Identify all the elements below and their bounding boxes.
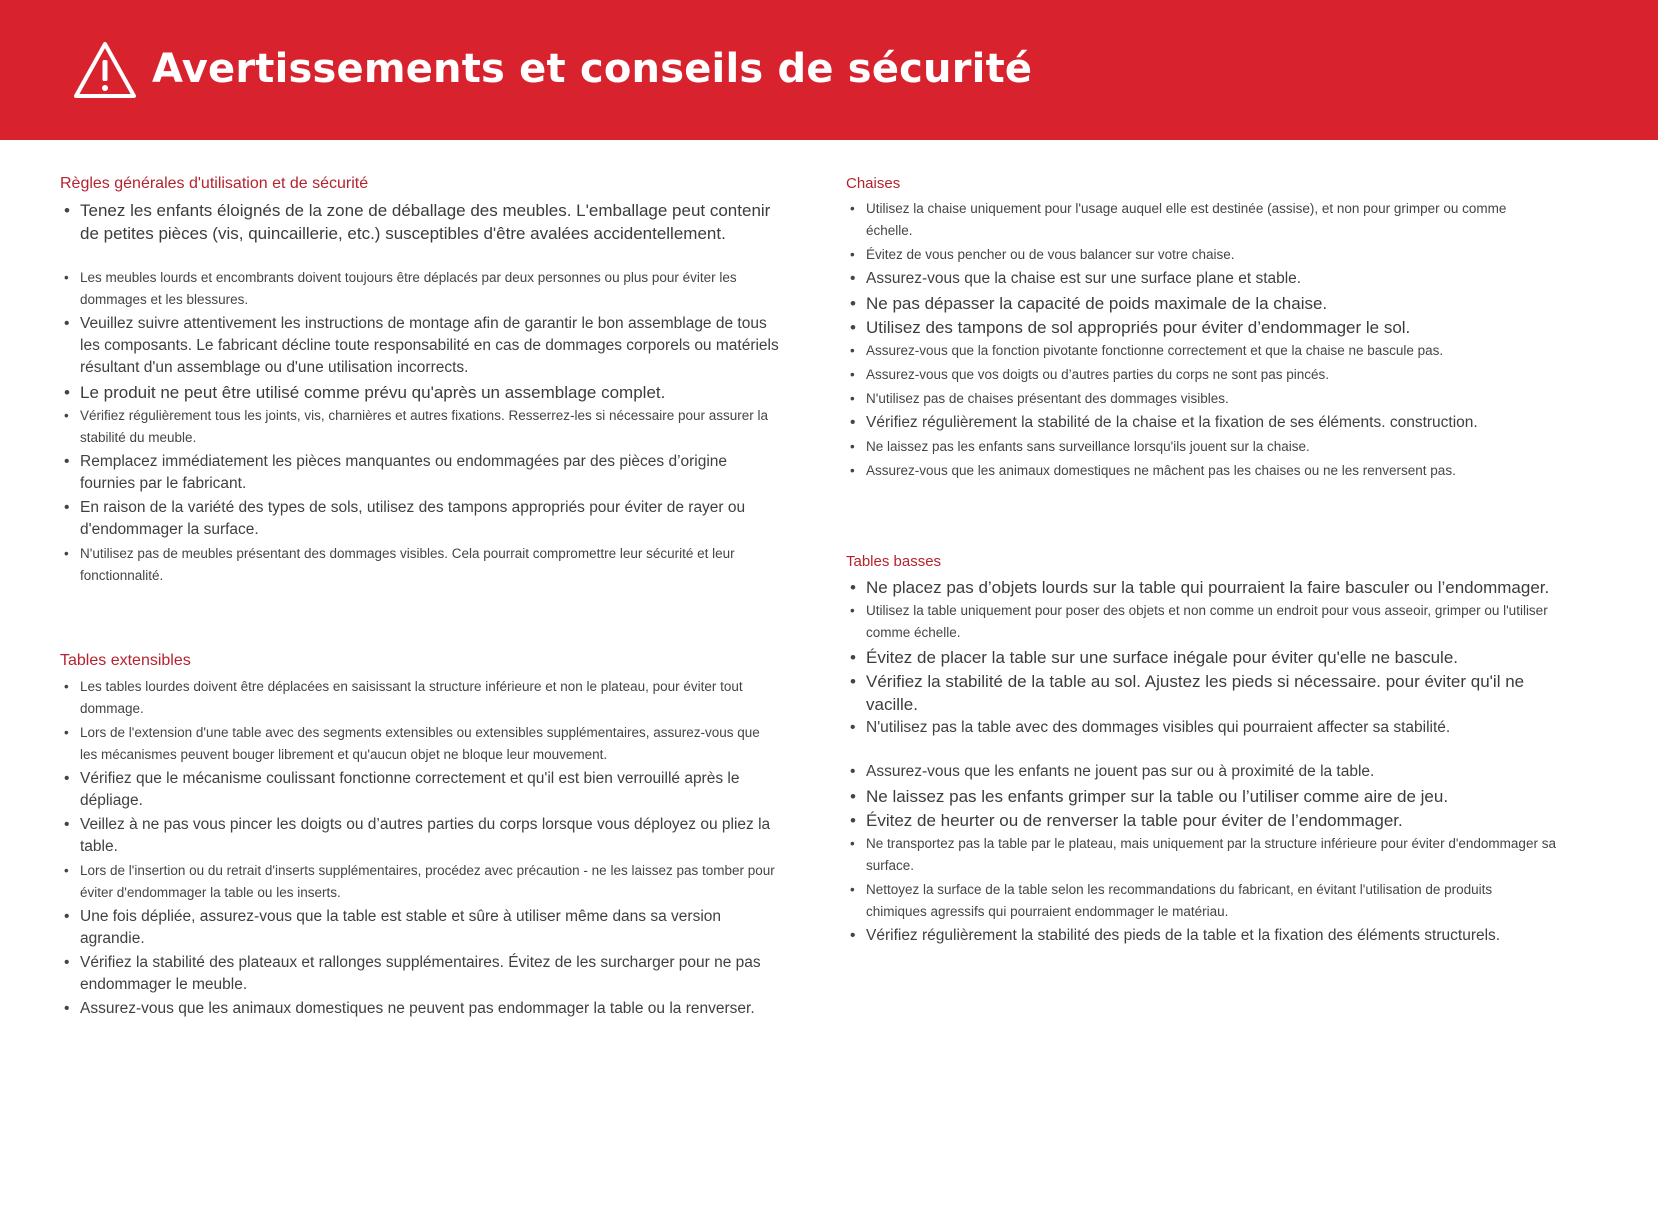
- list-item: • Vérifiez la stabilité de la table au sol. Ajustez les pieds si nécessaire. pour éviter qu'il ne vacille.: [846, 670, 1556, 716]
- chaises-list: [846, 198, 1546, 482]
- list-item: • Les meubles lourds et encombrants doivent toujours être déplacés par deux personnes ou plus pour éviter les dommages et les blessures.: [60, 267, 780, 311]
- list-item: • Utilisez la chaise uniquement pour l'usage auquel elle est destinée (assise), et non pour grimper ou comme échelle.: [846, 198, 1546, 242]
- list-item: • Lors de l'extension d'une table avec des segments extensibles ou extensibles supplémentaires, assurez-vous que les mécanismes peuvent bouger librement et qu'aucun objet ne bloque leur mouvement.: [60, 722, 780, 766]
- basses-list: [846, 576, 1556, 947]
- list-item: • Assurez-vous que les enfants ne jouent pas sur ou à proximité de la table.: [846, 761, 1556, 783]
- list-item: • Ne laissez pas les enfants grimper sur la table ou l’utiliser comme aire de jeu.: [846, 785, 1556, 808]
- header-banner: [0, 0, 1658, 140]
- list-item: • Vérifiez que le mécanisme coulissant fonctionne correctement et qu'il est bien verrouillé après le dépliage.: [60, 768, 780, 812]
- list-item: • Évitez de placer la table sur une surface inégale pour éviter qu'elle ne bascule.: [846, 646, 1556, 669]
- list-item: • Nettoyez la surface de la table selon les recommandations du fabricant, en évitant l'utilisation de produits chimiques agressifs qui pourraient endommager le matériau.: [846, 879, 1556, 923]
- page-title: Avertissements et conseils de sécurité: [152, 46, 1033, 92]
- list-item: • Assurez-vous que vos doigts ou d’autres parties du corps ne sont pas pincés.: [846, 364, 1546, 386]
- list-item: • Utilisez des tampons de sol appropriés pour éviter d’endommager le sol.: [846, 316, 1546, 339]
- section-title-basses: Tables basses: [846, 553, 942, 570]
- section-tables-basses: [846, 553, 1556, 949]
- list-item: • N'utilisez pas de meubles présentant des dommages visibles. Cela pourrait compromettre leur sécurité et leur fonctionnalité.: [60, 543, 780, 587]
- list-item: • N'utilisez pas la table avec des dommages visibles qui pourraient affecter sa stabilité.: [846, 717, 1556, 739]
- section-title-chaises: Chaises: [846, 175, 901, 192]
- list-item: • Assurez-vous que les animaux domestiques ne mâchent pas les chaises ou ne les renversent pas.: [846, 460, 1546, 482]
- list-item: • Évitez de vous pencher ou de vous balancer sur votre chaise.: [846, 244, 1546, 266]
- list-item: • Lors de l'insertion ou du retrait d'inserts supplémentaires, procédez avec précaution - ne les laissez pas tomber pour éviter d'endommager la table ou les inserts.: [60, 860, 780, 904]
- list-item: • En raison de la variété des types de sols, utilisez des tampons appropriés pour éviter de rayer ou d'endommager la surface.: [60, 497, 780, 541]
- extensible-list: [60, 676, 780, 1020]
- list-item: • Une fois dépliée, assurez-vous que la table est stable et sûre à utiliser même dans sa version agrandie.: [60, 906, 780, 950]
- section-title-general: Règles générales d'utilisation et de sécurité: [60, 175, 369, 192]
- list-item: • Le produit ne peut être utilisé comme prévu qu'après un assemblage complet.: [60, 381, 780, 404]
- list-item: • Vérifiez régulièrement la stabilité des pieds de la table et la fixation des éléments structurels.: [846, 925, 1556, 947]
- list-item: • Tenez les enfants éloignés de la zone de déballage des meubles. L'emballage peut contenir de petites pièces (vis, quincaillerie, etc.) susceptibles d'être avalées accidentellement.: [60, 199, 780, 245]
- list-item: • Remplacez immédiatement les pièces manquantes ou endommagées par des pièces d’origine fournies par le fabricant.: [60, 451, 780, 495]
- section-title-extensible: Tables extensibles: [60, 652, 191, 669]
- list-item: • Veillez à ne pas vous pincer les doigts ou d’autres parties du corps lorsque vous déployez ou pliez la table.: [60, 814, 780, 858]
- warning-triangle-icon: [72, 40, 138, 100]
- section-general-rules: [60, 175, 780, 589]
- list-item: • Veuillez suivre attentivement les instructions de montage afin de garantir le bon assemblage de tous les composants. Le fabricant décline toute responsabilité en cas de dommages corporels ou matériels résultant d'un assemblage ou d'une utilisation incorrects.: [60, 313, 780, 379]
- list-item: • Vérifiez régulièrement la stabilité de la chaise et la fixation de ses éléments. construction.: [846, 412, 1546, 434]
- list-item: • Ne placez pas d’objets lourds sur la table qui pourraient la faire basculer ou l’endommager.: [846, 576, 1556, 599]
- list-item: • Assurez-vous que la chaise est sur une surface plane et stable.: [846, 268, 1546, 290]
- section-chaises: [846, 175, 1546, 484]
- list-item: • Ne laissez pas les enfants sans surveillance lorsqu'ils jouent sur la chaise.: [846, 436, 1546, 458]
- list-item: • N'utilisez pas de chaises présentant des dommages visibles.: [846, 388, 1546, 410]
- general-rules-list: [60, 199, 780, 587]
- list-item: • Ne pas dépasser la capacité de poids maximale de la chaise.: [846, 292, 1546, 315]
- list-item: • Les tables lourdes doivent être déplacées en saisissant la structure inférieure et non le plateau, pour éviter tout dommage.: [60, 676, 780, 720]
- list-item: • Ne transportez pas la table par le plateau, mais uniquement par la structure inférieure pour éviter d'endommager sa surface.: [846, 833, 1556, 877]
- list-item: • Vérifiez la stabilité des plateaux et rallonges supplémentaires. Évitez de les surcharger pour ne pas endommager le meuble.: [60, 952, 780, 996]
- list-item: • Assurez-vous que la fonction pivotante fonctionne correctement et que la chaise ne bascule pas.: [846, 340, 1546, 362]
- list-item: • Vérifiez régulièrement tous les joints, vis, charnières et autres fixations. Resserrez-les si nécessaire pour assurer la stabilité du meuble.: [60, 405, 780, 449]
- list-item: • Utilisez la table uniquement pour poser des objets et non comme un endroit pour vous asseoir, grimper ou l'utiliser comme échelle.: [846, 600, 1556, 644]
- section-tables-extensibles: [60, 652, 780, 1022]
- list-item: • Assurez-vous que les animaux domestiques ne peuvent pas endommager la table ou la renverser.: [60, 998, 780, 1020]
- list-item: • Évitez de heurter ou de renverser la table pour éviter de l’endommager.: [846, 809, 1556, 832]
